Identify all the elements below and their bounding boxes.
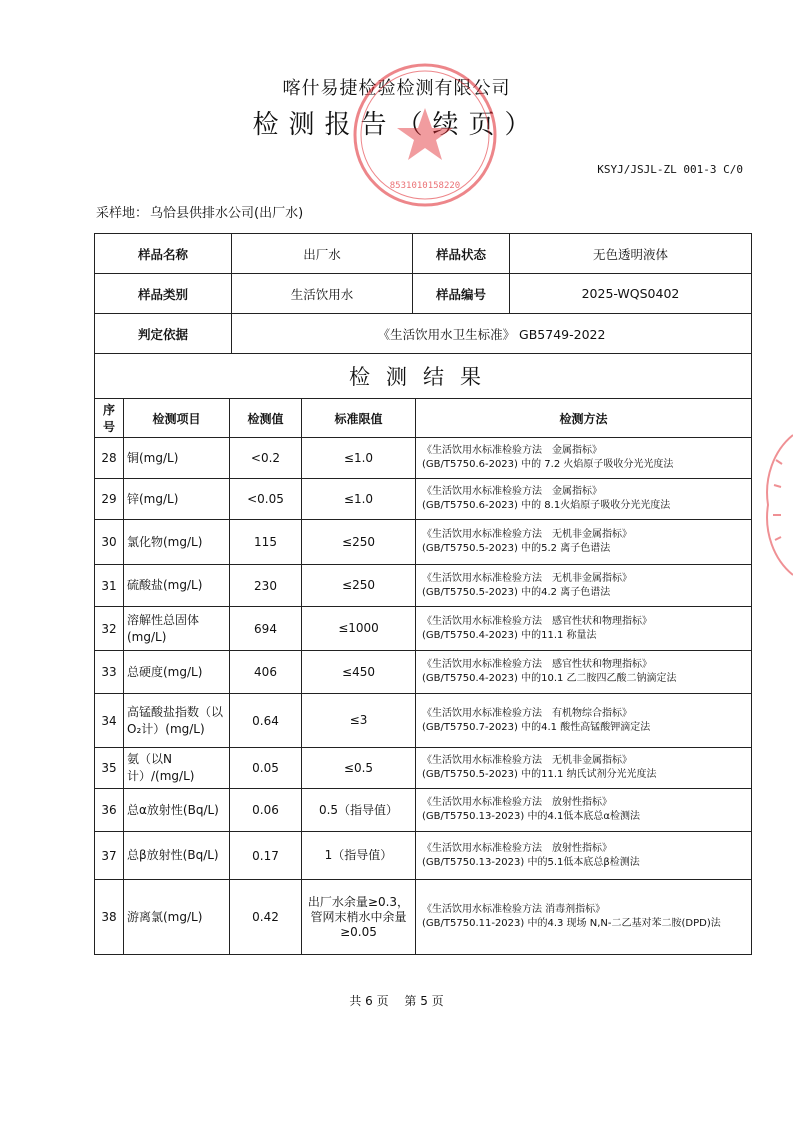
row-method: [416, 789, 752, 832]
document-number: KSYJ/JSJL-ZL 001-3 C/0: [597, 163, 743, 176]
table-row: [95, 748, 752, 789]
table-row: [95, 479, 752, 520]
sample-id-label: 样品编号: [413, 274, 510, 314]
method-detail: (GB/T5750.7-2023) 中的4.1 酸性高锰酸钾滴定法: [422, 721, 651, 733]
info-row-name: [95, 234, 752, 274]
row-method: [416, 832, 752, 880]
row-limit: ≤0.5: [302, 748, 416, 789]
row-no: 38: [95, 880, 124, 955]
sample-state-value: 无色透明液体: [510, 234, 752, 274]
table-row: [95, 789, 752, 832]
row-limit: ≤1000: [302, 607, 416, 651]
method-title: 《生活饮用水标准检验方法 消毒剂指标》: [422, 904, 606, 915]
row-no: 33: [95, 651, 124, 694]
table-row: [95, 520, 752, 565]
row-item: 锌(mg/L): [124, 479, 230, 520]
row-item: 硫酸盐(mg/L): [124, 565, 230, 607]
row-value: <0.05: [230, 479, 302, 520]
row-value: 406: [230, 651, 302, 694]
row-limit: 0.5（指导值）: [302, 789, 416, 832]
page-footer: [0, 992, 793, 1009]
row-limit: ≤1.0: [302, 438, 416, 479]
row-no: 28: [95, 438, 124, 479]
results-band-title: 检测结果: [95, 354, 752, 399]
row-item: 氨（以N计）/(mg/L): [124, 748, 230, 789]
sample-name-value: 出厂水: [232, 234, 413, 274]
method-detail: (GB/T5750.5-2023) 中的11.1 纳氏试剂分光光度法: [422, 769, 657, 780]
method-detail: (GB/T5750.5-2023) 中的5.2 离子色谱法: [422, 543, 611, 554]
info-row-category: [95, 274, 752, 314]
method-title: 《生活饮用水标准检验方法 放射性指标》: [422, 842, 612, 854]
sample-category-value: 生活饮用水: [232, 274, 413, 314]
table-row: [95, 832, 752, 880]
header-method: 检测方法: [416, 399, 752, 438]
info-row-basis: [95, 314, 752, 354]
method-detail: (GB/T5750.13-2023) 中的5.1低本底总β检测法: [422, 856, 640, 868]
method-title: 《生活饮用水标准检验方法 有机物综合指标》: [422, 707, 632, 719]
row-no: 34: [95, 694, 124, 748]
row-method: [416, 694, 752, 748]
method-title: 《生活饮用水标准检验方法 无机非金属指标》: [422, 755, 632, 766]
table-row: [95, 438, 752, 479]
row-method: [416, 607, 752, 651]
row-no: 36: [95, 789, 124, 832]
results-header-row: [95, 399, 752, 438]
company-seal-icon: [350, 60, 500, 210]
sample-state-label: 样品状态: [413, 234, 510, 274]
seal-number: 8531010158220: [389, 181, 461, 191]
row-method: [416, 748, 752, 789]
row-method: [416, 479, 752, 520]
method-detail: (GB/T5750.11-2023) 中的4.3 现场 N,N-二乙基对苯二胺(DPD)法: [422, 918, 721, 929]
sample-id-value: 2025-WQS0402: [510, 274, 752, 314]
row-method: [416, 520, 752, 565]
row-limit: 出厂水余量≥0.3，管网末梢水中余量≥0.05: [302, 880, 416, 955]
total-pages: 共 6 页: [349, 994, 389, 1008]
method-detail: (GB/T5750.5-2023) 中的4.2 离子色谱法: [422, 586, 611, 598]
table-row: [95, 694, 752, 748]
row-no: 29: [95, 479, 124, 520]
table-row: [95, 565, 752, 607]
row-value: 0.05: [230, 748, 302, 789]
row-item: 氯化物(mg/L): [124, 520, 230, 565]
row-item: 总β放射性(Bq/L): [124, 832, 230, 880]
row-item: 铜(mg/L): [124, 438, 230, 479]
sampling-site: [96, 202, 305, 221]
method-detail: (GB/T5750.6-2023) 中的 8.1火焰原子吸收分光光度法: [422, 500, 671, 511]
row-value: 694: [230, 607, 302, 651]
row-limit: 1（指导值）: [302, 832, 416, 880]
method-title: 《生活饮用水标准检验方法 感官性状和物理指标》: [422, 659, 652, 670]
row-no: 31: [95, 565, 124, 607]
info-row-results-band: [95, 354, 752, 399]
row-limit: ≤1.0: [302, 479, 416, 520]
header-item: 检测项目: [124, 399, 230, 438]
row-value: <0.2: [230, 438, 302, 479]
row-item: 高锰酸盐指数（以O₂计）(mg/L): [124, 694, 230, 748]
basis-value: 《生活饮用水卫生标准》 GB5749-2022: [232, 314, 752, 354]
header-value: 检测值: [230, 399, 302, 438]
row-no: 30: [95, 520, 124, 565]
current-page: 第 5 页: [404, 994, 444, 1008]
company-name: 喀什易捷检验检测有限公司: [282, 78, 511, 99]
row-method: [416, 438, 752, 479]
seam-stamp-icon: [758, 430, 793, 580]
row-no: 35: [95, 748, 124, 789]
method-title: 《生活饮用水标准检验方法 金属指标》: [422, 445, 602, 456]
row-method: [416, 651, 752, 694]
sampling-site-value: 乌恰县供排水公司(出厂水): [150, 206, 304, 221]
basis-label: 判定依据: [95, 314, 232, 354]
row-value: 230: [230, 565, 302, 607]
row-limit: ≤250: [302, 520, 416, 565]
row-value: 0.42: [230, 880, 302, 955]
sample-info-table: [94, 233, 752, 399]
report-title: 检测报告（续页）: [252, 110, 541, 140]
row-no: 32: [95, 607, 124, 651]
row-limit: ≤3: [302, 694, 416, 748]
row-limit: ≤250: [302, 565, 416, 607]
table-row: [95, 607, 752, 651]
row-item: 总硬度(mg/L): [124, 651, 230, 694]
row-item: 游离氯(mg/L): [124, 880, 230, 955]
header-no: 序号: [95, 399, 124, 438]
header-limit: 标准限值: [302, 399, 416, 438]
method-detail: (GB/T5750.6-2023) 中的 7.2 火焰原子吸收分光光度法: [422, 459, 674, 470]
method-detail: (GB/T5750.4-2023) 中的10.1 乙二胺四乙酸二钠滴定法: [422, 673, 677, 684]
method-title: 《生活饮用水标准检验方法 感官性状和物理指标》: [422, 615, 652, 627]
row-value: 0.64: [230, 694, 302, 748]
row-value: 115: [230, 520, 302, 565]
row-limit: ≤450: [302, 651, 416, 694]
table-row: [95, 880, 752, 955]
row-item: 总α放射性(Bq/L): [124, 789, 230, 832]
table-row: [95, 651, 752, 694]
method-detail: (GB/T5750.13-2023) 中的4.1低本底总α检测法: [422, 811, 640, 822]
results-table: [94, 398, 752, 955]
sample-category-label: 样品类别: [95, 274, 232, 314]
method-title: 《生活饮用水标准检验方法 放射性指标》: [422, 797, 612, 808]
row-value: 0.06: [230, 789, 302, 832]
method-detail: (GB/T5750.4-2023) 中的11.1 称量法: [422, 629, 597, 641]
method-title: 《生活饮用水标准检验方法 无机非金属指标》: [422, 529, 632, 540]
row-no: 37: [95, 832, 124, 880]
method-title: 《生活饮用水标准检验方法 金属指标》: [422, 486, 602, 497]
sample-name-label: 样品名称: [95, 234, 232, 274]
row-method: [416, 565, 752, 607]
row-value: 0.17: [230, 832, 302, 880]
row-item: 溶解性总固体(mg/L): [124, 607, 230, 651]
sampling-site-label: 采样地：: [96, 206, 149, 221]
method-title: 《生活饮用水标准检验方法 无机非金属指标》: [422, 572, 632, 584]
row-method: [416, 880, 752, 955]
